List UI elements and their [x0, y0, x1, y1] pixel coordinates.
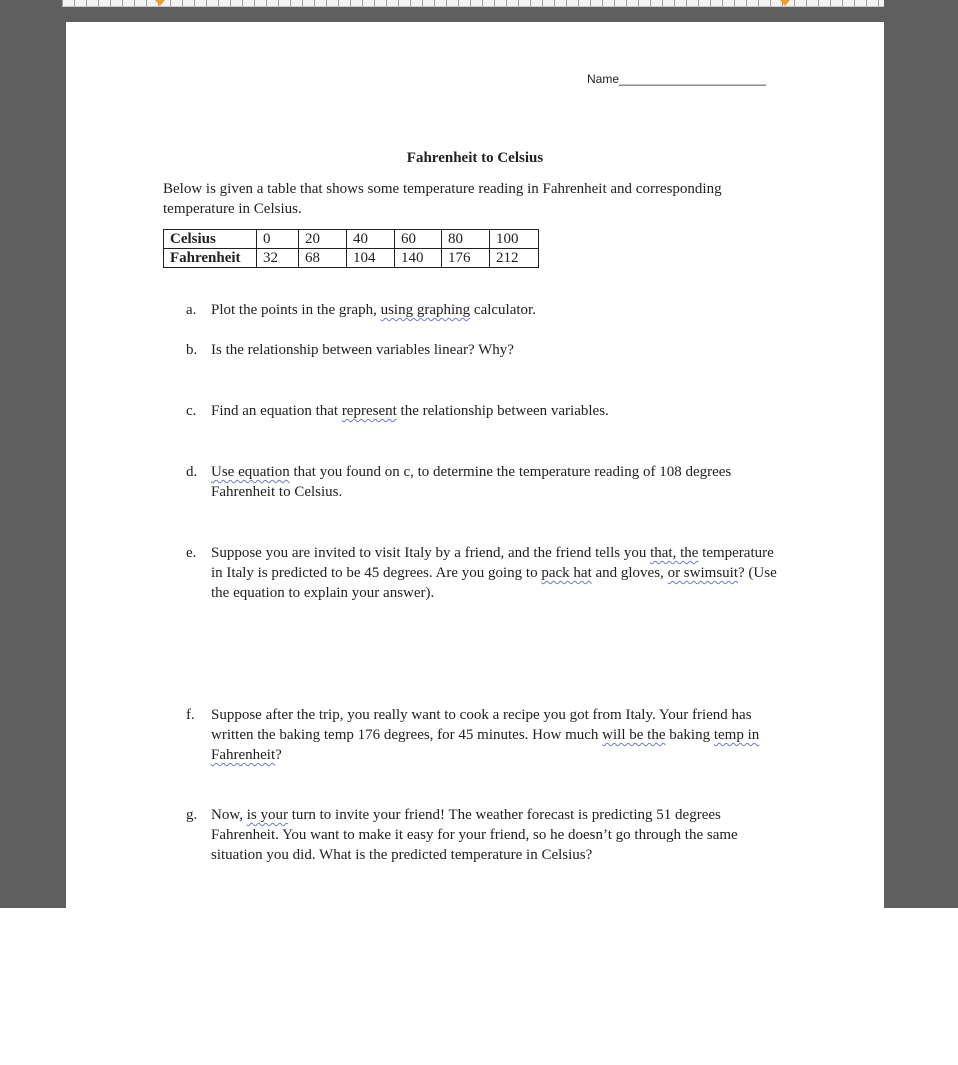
question-e — [186, 543, 786, 603]
question-text: Plot the points in the graph, using graphing calculator. — [211, 302, 536, 318]
question-letter: f. — [186, 707, 195, 723]
table-cell: 140 — [395, 249, 442, 268]
table-cell: 212 — [490, 249, 539, 268]
question-g — [186, 805, 786, 865]
spellcheck-underline[interactable]: temp in Fahrenheit — [211, 727, 760, 763]
table-cell: 176 — [442, 249, 490, 268]
intro-paragraph: Below is given a table that shows some temperature reading in Fahrenheit and corresponding temperature in Celsius. — [163, 181, 722, 217]
question-text: Use equation that you found on c, to determine the temperature reading of 108 degrees Fahrenheit to Celsius. — [211, 464, 732, 500]
name-field-line: Name______________________ — [587, 72, 766, 86]
horizontal-ruler[interactable] — [62, 0, 884, 7]
table-row — [164, 249, 539, 268]
spellcheck-underline[interactable]: represent — [341, 403, 397, 419]
table-cell: 60 — [395, 230, 442, 249]
question-letter: b. — [186, 342, 198, 358]
spellcheck-underline[interactable]: pack hat — [541, 565, 592, 581]
table-cell: 100 — [490, 230, 539, 249]
spellcheck-underline[interactable]: Use equation — [211, 464, 290, 480]
row-header-fahrenheit: Fahrenheit — [164, 249, 257, 268]
question-letter: a. — [186, 302, 197, 318]
spellcheck-underline[interactable]: will be the — [602, 727, 666, 743]
table-cell: 32 — [257, 249, 299, 268]
question-letter: g. — [186, 807, 198, 823]
question-letter: c. — [186, 403, 197, 419]
question-text: Suppose you are invited to visit Italy by a friend, and the friend tells you that, the temperature in Italy is predicted to be 45 degrees. Are you going to pack hat and gloves, or swimsuit? (Use the equation to explain your answer). — [211, 545, 777, 601]
document-page[interactable] — [66, 22, 884, 908]
question-letter: d. — [186, 464, 198, 480]
table-cell: 20 — [299, 230, 347, 249]
left-indent-marker-icon[interactable] — [155, 0, 165, 6]
table-cell: 68 — [299, 249, 347, 268]
question-b — [186, 340, 786, 360]
question-text: Now, is your turn to invite your friend! The weather forecast is predicting 51 degrees Fahrenheit. You want to make it easy for your friend, so he doesn’t go through the same situation you did. What is the predicted temperature in Celsius? — [211, 807, 738, 863]
row-header-celsius: Celsius — [164, 230, 257, 249]
temperature-table — [163, 229, 539, 268]
question-a — [186, 300, 786, 320]
question-d — [186, 462, 786, 502]
question-letter: e. — [186, 545, 197, 561]
question-f — [186, 705, 786, 765]
table-cell: 40 — [347, 230, 395, 249]
table-cell: 104 — [347, 249, 395, 268]
question-text: Is the relationship between variables linear? Why? — [211, 342, 514, 358]
page-title: Fahrenheit to Celsius — [406, 150, 544, 166]
right-indent-marker-icon[interactable] — [780, 0, 790, 6]
spellcheck-underline[interactable]: that, the — [650, 545, 699, 561]
question-text: Suppose after the trip, you really want to cook a recipe you got from Italy. Your friend has written the baking temp 176 degrees, for 45 minutes. How much will be the baking temp in Fahrenheit? — [211, 707, 760, 763]
table-cell: 80 — [442, 230, 490, 249]
spellcheck-underline[interactable]: using graphing — [380, 302, 471, 318]
table-row — [164, 230, 539, 249]
question-text: Find an equation that represent the relationship between variables. — [211, 403, 609, 419]
table-cell: 0 — [257, 230, 299, 249]
spellcheck-underline[interactable]: or swimsuit — [667, 565, 738, 581]
question-c — [186, 401, 786, 421]
spellcheck-underline[interactable]: is your — [246, 807, 288, 823]
